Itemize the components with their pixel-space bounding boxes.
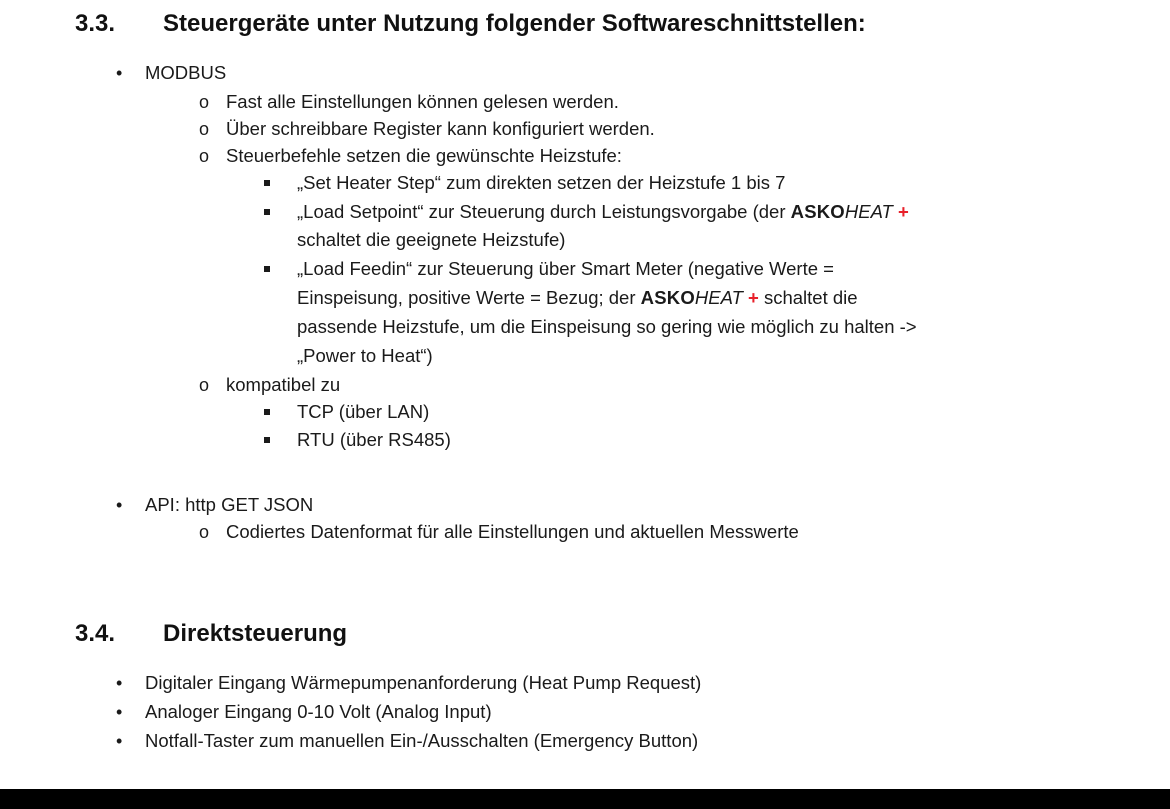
circle-bullet-icon: o [199,522,210,542]
list-item-text: „Load Setpoint“ zur Steuerung durch Leistungsvorgabe (der [297,201,786,222]
list-item: „Load Feedin“ zur Steuerung über Smart Meter (negative Werte = [297,258,834,279]
section-number: 3.3. [75,10,116,37]
list-item-modbus: MODBUS [145,62,227,83]
list-item: Notfall-Taster zum manuellen Ein-/Ausschalten (Emergency Button) [145,730,699,751]
list-item-continuation: „Power to Heat“) [297,345,433,366]
bullet-icon: • [116,495,123,515]
section-number: 3.4. [75,620,116,647]
square-bullet-icon [264,409,270,415]
list-item: Analoger Eingang 0-10 Volt (Analog Input) [145,701,492,722]
square-bullet-icon [264,437,270,443]
list-item [297,200,909,224]
list-item: kompatibel zu [226,374,341,395]
circle-bullet-icon: o [199,146,210,166]
list-item: Steuerbefehle setzen die gewünschte Heizstufe: [226,145,622,166]
list-item: „Set Heater Step“ zum direkten setzen der Heizstufe 1 bis 7 [297,172,786,193]
circle-bullet-icon: o [199,119,210,139]
square-bullet-icon [264,266,270,272]
list-item: TCP (über LAN) [297,401,430,422]
circle-bullet-icon: o [199,92,210,112]
circle-bullet-icon: o [199,375,210,395]
list-item-continuation: passende Heizstufe, um die Einspeisung so gering wie möglich zu halten -> [297,316,917,337]
brand-logo: ASKOHEAT + [790,201,909,222]
section-title: Steuergeräte unter Nutzung folgender Softwareschnittstellen: [163,10,866,37]
list-item: Über schreibbare Register kann konfiguriert werden. [226,118,655,139]
bullet-icon: • [116,63,123,83]
list-item-continuation: schaltet die geeignete Heizstufe) [297,229,566,250]
bullet-icon: • [116,731,123,751]
bullet-icon: • [116,673,123,693]
list-item-continuation: Einspeisung, positive Werte = Bezug; der ASKOHEAT + schaltet die [297,287,858,308]
bullet-icon: • [116,702,123,722]
list-item: Codiertes Datenformat für alle Einstellungen und aktuellen Messwerte [226,521,799,542]
list-item: RTU (über RS485) [297,429,451,450]
list-item-api: API: http GET JSON [145,494,314,515]
section-title: Direktsteuerung [163,620,348,647]
list-item: Fast alle Einstellungen können gelesen werden. [226,91,619,112]
list-item: Digitaler Eingang Wärmepumpenanforderung (Heat Pump Request) [145,672,702,693]
brand-logo: ASKOHEAT + [640,287,759,308]
square-bullet-icon [264,209,270,215]
square-bullet-icon [264,180,270,186]
